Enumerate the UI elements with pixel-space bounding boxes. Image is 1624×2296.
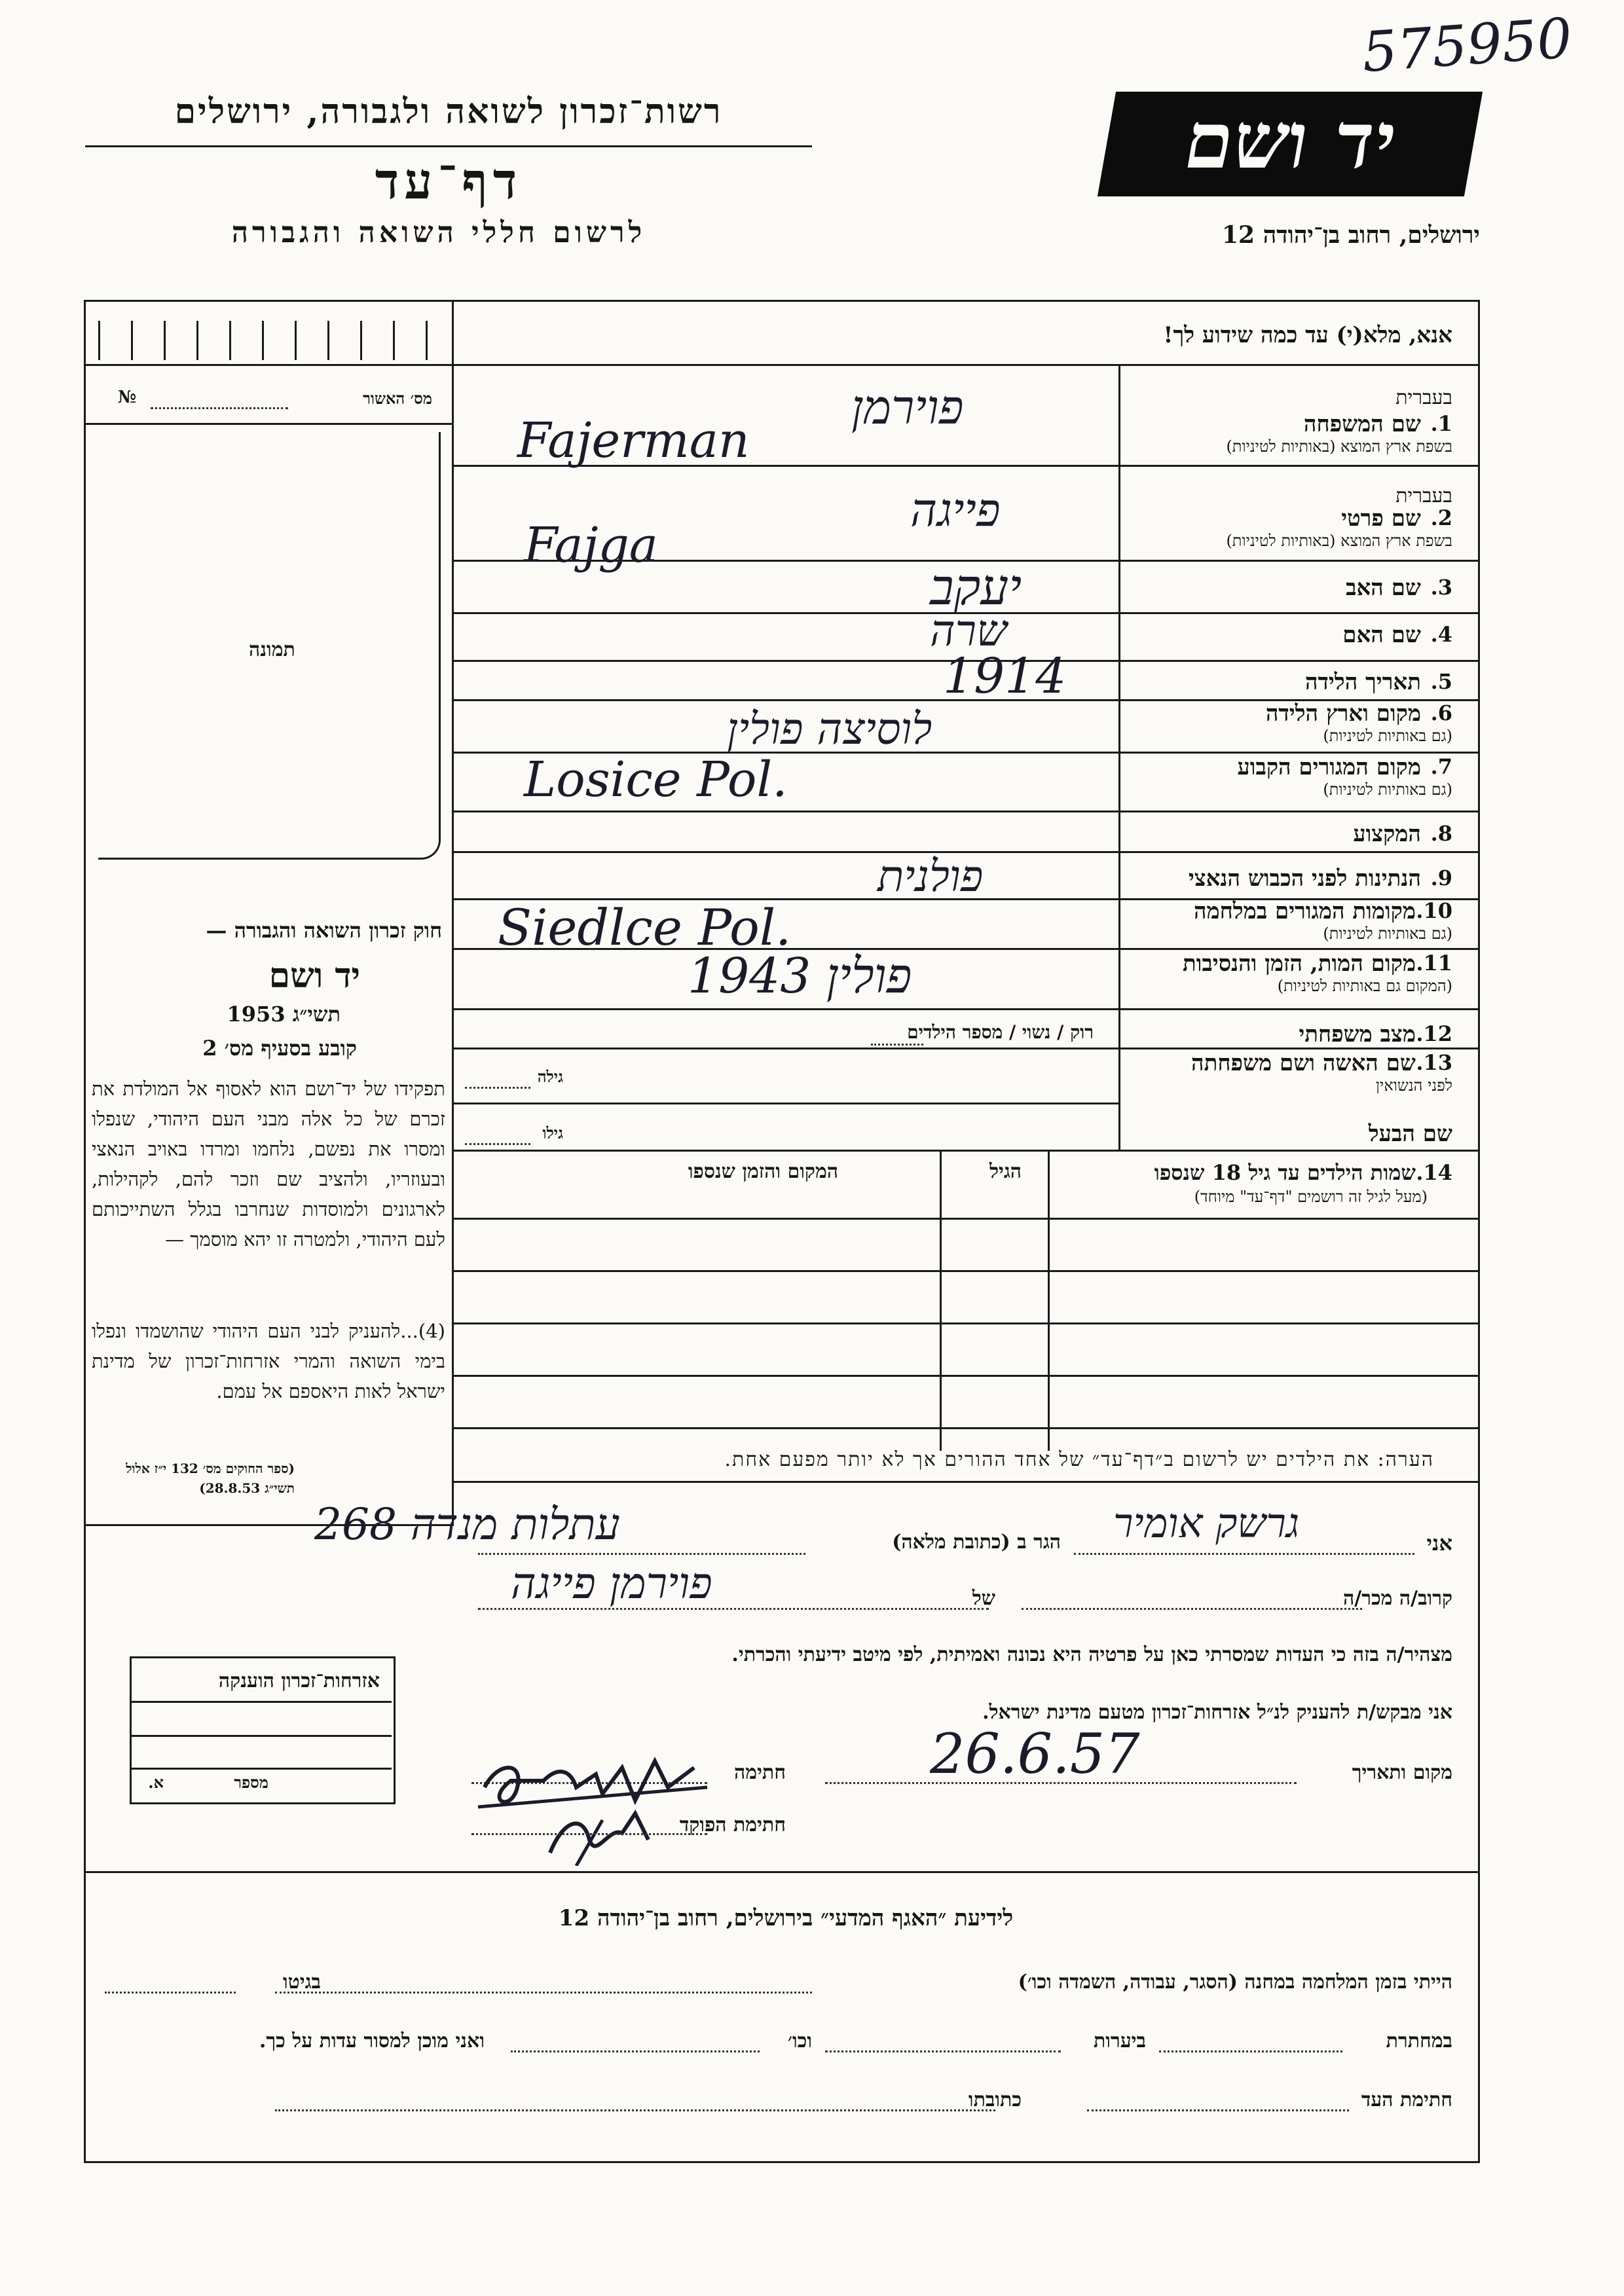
footer-line1-b: בגיטו	[282, 1971, 321, 1994]
logo-address: ירושלים, רחוב בן־יהודה 12	[1221, 221, 1480, 249]
husband-label: שם הבעל	[1368, 1121, 1452, 1147]
field-6-note: (גם באותיות לטיניות)	[1323, 727, 1452, 745]
field-1-label: שם המשפחה	[1303, 411, 1421, 437]
law-citation: (ספר החוקים מס׳ 132 י״ז אלול תשי״ג 28.8.53)	[126, 1461, 295, 1496]
children-rule-3	[454, 1322, 1479, 1324]
wife-age-label: גילה	[537, 1067, 563, 1086]
field-11-num: 11.	[1416, 951, 1452, 975]
remark: הערה: את הילדים יש לרשום ב״דף־עד״ של אחד ההורים אך לא יותר מפעם אחת.	[724, 1448, 1434, 1471]
cert-label: מס׳ האשור	[363, 389, 432, 408]
citizenship-title: אזרחות־זכרון הוענקה	[218, 1669, 380, 1692]
field-10-note: (גם באותיות לטיניות)	[1323, 924, 1452, 943]
field-6-label: מקום וארץ הלידה	[1265, 701, 1421, 727]
citizenship-number-label: מספר	[234, 1773, 268, 1792]
field-1-note: בשפת ארץ המוצא (באותיות לטיניות)	[1226, 437, 1452, 456]
decl-statement: מצהיר/ה בזה כי העדות שמסרתי כאן על פרטיה היא נכונה ואמיתית, לפי מיטב ידיעתי והכרתי.	[731, 1643, 1452, 1666]
footer-title: לידיעת ״האגף המדעי״ בירושלים, רחוב בן־יהודה 12	[558, 1905, 1014, 1931]
field-14-label: שמות הילדים עד גיל 18 שנספו	[1154, 1160, 1416, 1185]
photo-box	[98, 432, 441, 860]
value-first-he: פייגה	[910, 483, 1001, 537]
wife-age-dots	[465, 1087, 530, 1089]
cert-number-symbol: №	[118, 388, 137, 407]
field-10-label: מקומות המגורים במלחמה	[1193, 898, 1416, 924]
value-father: יעקב	[930, 558, 1022, 616]
decl-place-date-label: מקום ותאריך	[1352, 1761, 1452, 1784]
value-birthplace: לוסיצה פולין	[727, 704, 932, 754]
cert-ticks	[98, 321, 432, 360]
decl-signature-label: חתימה	[734, 1761, 786, 1784]
field-9-num: 9.	[1430, 866, 1452, 890]
footer-line2-d: ואני מוכן למסור עדות על כך.	[259, 2030, 485, 2052]
form-intro: אנא, מלא(י) עד כמה שידוע לך!	[1163, 322, 1452, 348]
decl-ani-dots	[1074, 1553, 1414, 1555]
value-death: 1943 פולין	[688, 948, 912, 1004]
footer-line1-dots-2	[105, 1992, 236, 1994]
left-column-divider	[452, 300, 454, 1524]
field-13-note: לפני הנשואין	[1375, 1076, 1452, 1095]
decl-address-dots	[478, 1553, 805, 1555]
cert-rule-bottom	[84, 423, 454, 425]
row-11-rule	[454, 1008, 1479, 1010]
header-rule	[85, 145, 812, 147]
field-7-note: (גם באותיות לטיניות)	[1323, 780, 1452, 799]
footer-line3-b: כתובתו	[968, 2088, 1022, 2111]
decl-date-value: 26.6.57	[930, 1722, 1140, 1786]
footer-line1-dots	[275, 1992, 812, 1994]
citizenship-rule-1	[130, 1701, 392, 1703]
field-6-num: 6.	[1430, 701, 1452, 725]
field-7-label: מקום המגורים הקבוע	[1237, 754, 1421, 780]
children-col-place: המקום והזמן שנספו	[688, 1160, 838, 1183]
field-14-num: 14.	[1416, 1160, 1452, 1185]
field-9-label: הנתינות לפני הכבוש הנאצי	[1188, 866, 1421, 892]
decl-residing: הגר ב (כתובת מלאה)	[892, 1531, 1061, 1554]
field-12-num: 12.	[1416, 1021, 1452, 1046]
photo-label: תמונה	[249, 638, 295, 661]
law-body-2: (4)...להעניק לבני העם היהודי שהושמדו ונפלו בימי השואה והמרי אזרחות־זכרון של מדינת ישראל לאות היאספם אל עמם.	[92, 1320, 445, 1402]
law-clause: קובע בסעיף מס׳ 2	[202, 1036, 357, 1061]
value-first-latin: Fajga	[524, 517, 658, 574]
field-2-num: 2.	[1430, 505, 1452, 530]
row-12-rule	[454, 1048, 1479, 1049]
decl-request: אני מבקש/ת להעניק לנ״ל אזרחות־זכרון מטעם מדינת ישראל.	[982, 1701, 1452, 1724]
row-7-rule	[454, 811, 1479, 812]
form-subtitle: לרשום חללי השואה והגבורה	[231, 216, 646, 249]
footer-line2-dots-1	[1159, 2050, 1342, 2052]
decl-relative: קרוב/ה מכר/ה	[1343, 1587, 1452, 1610]
field-4-label: שם האם	[1342, 622, 1421, 648]
children-rule-4	[454, 1375, 1479, 1377]
row-13-rule	[454, 1102, 1118, 1104]
value-family-latin: Fajerman	[517, 412, 750, 469]
value-birthdate: 1914	[943, 648, 1067, 704]
cert-rule-top	[84, 364, 454, 366]
authority-title: רשות־זכרון לשואה ולגבורה, ירושלים	[174, 92, 723, 132]
field-12-note: רוק / נשוי / מספר הילדים	[907, 1021, 1094, 1043]
value-nationality: פולנית	[877, 851, 984, 902]
footer-line3-dots-1	[1087, 2109, 1349, 2111]
citizenship-number-suffix: א.	[148, 1773, 164, 1792]
decl-relative-dots-1	[1022, 1608, 1362, 1610]
footer-separator	[84, 1871, 1479, 1873]
field-11-note: (המקום גם באותיות לטיניות)	[1277, 977, 1452, 995]
footer-line3-a: חתימת העד	[1361, 2088, 1452, 2111]
husband-age-dots	[465, 1143, 530, 1145]
law-year: תשי״ג 1953	[227, 1002, 341, 1027]
value-mother: שרה	[930, 606, 1007, 656]
footer-line2-b: ביערות	[1093, 2030, 1146, 2052]
row-husband-rule	[454, 1150, 1479, 1152]
field-1-num: 1.	[1430, 411, 1452, 436]
value-residence: Losice Pol.	[524, 752, 788, 808]
form-title: דף־עד	[375, 152, 523, 210]
children-divider-1	[1048, 1150, 1050, 1451]
footer-line2-c: וכו׳	[788, 2030, 812, 2052]
children-col-age: הגיל	[989, 1160, 1022, 1183]
decl-address-value: 268 עתלות מנדה	[314, 1499, 620, 1550]
field-5-label: תאריך הלידה	[1304, 669, 1421, 695]
decl-relative-value: פוירמן פייגה	[511, 1558, 712, 1609]
label-column-divider	[1118, 364, 1120, 1150]
signature-scribble	[471, 1741, 720, 1866]
children-rule-2	[454, 1270, 1479, 1272]
field-2-label: שם פרטי	[1341, 505, 1421, 532]
field-13-num: 13.	[1416, 1050, 1452, 1075]
field-13-label: שם האשה ושם משפחתה	[1191, 1050, 1416, 1076]
cert-number-dots	[151, 407, 288, 409]
archive-number: 575950	[1359, 5, 1574, 85]
field-12-dots	[871, 1044, 923, 1046]
logo-text: יד ושם	[1185, 95, 1395, 186]
law-body: תפקידו של יד־ושם הוא לאסוף אל המולדת את זכרם של כל אלה מבני העם היהודי, שנפלו ומסרו את נפשם, נלחמו ומרדו באויב הנאצי ובעוזריו, ולהציב שם וזכר להם, לקהילות, לארגונים ולמוסדות שנחרבו בגלל השתייכותם לעם היהודי, ולמטרה זו יהא מוסמך —	[92, 1078, 445, 1250]
field-5-num: 5.	[1430, 669, 1452, 694]
decl-ani: אני	[1426, 1531, 1452, 1556]
field-4-num: 4.	[1430, 622, 1452, 647]
field-3-label: שם האב	[1346, 575, 1421, 601]
remark-rule	[454, 1481, 1479, 1483]
footer-line2-dots-3	[511, 2050, 760, 2052]
field-8-label: המקצוע	[1353, 821, 1421, 847]
citizenship-rule-2	[130, 1735, 392, 1737]
field-8-num: 8.	[1430, 821, 1452, 846]
footer-line3-dots-2	[275, 2109, 995, 2111]
value-family-he: פוירמן	[851, 380, 964, 435]
children-rule-5	[454, 1427, 1479, 1429]
signature-image	[471, 1741, 720, 1866]
field-2-note: בשפת ארץ המוצא (באותיות לטיניות)	[1226, 532, 1452, 550]
citizenship-rule-3	[130, 1768, 392, 1770]
field-14-note: (מעל לגיל זה רושמים "דף־עד" מיוחד)	[1194, 1188, 1428, 1206]
field-3-num: 3.	[1430, 575, 1452, 600]
husband-age-label: גילו	[542, 1123, 563, 1142]
footer-line1-a: הייתי בזמן המלחמה במחנה (הסגר, עבודה, השמדה וכו׳)	[1018, 1971, 1452, 1994]
footer-line2-dots-2	[825, 2050, 1061, 2052]
law-title: חוק זכרון השואה והגבורה —	[206, 918, 442, 943]
decl-officer-label: חתימת הפוקד	[679, 1813, 786, 1836]
decl-officer-dots	[471, 1833, 707, 1835]
footer-line2-a: במחתרת	[1386, 2030, 1452, 2052]
in-hebrew-2: בעברית	[1395, 484, 1452, 507]
law-name: יד ושם	[268, 956, 360, 996]
children-divider-2	[940, 1150, 942, 1451]
field-10-num: 10.	[1416, 898, 1452, 923]
decl-shel: של	[972, 1587, 995, 1610]
decl-ani-value: גרשק אומיר	[1113, 1499, 1300, 1547]
value-wartime-residence: Siedlce Pol.	[498, 898, 792, 957]
field-11-label: מקום המות, הזמן והנסיבות	[1182, 951, 1416, 977]
field-7-num: 7.	[1430, 754, 1452, 779]
in-hebrew-1: בעברית	[1395, 386, 1452, 409]
field-12-label: מצב משפחתי	[1299, 1021, 1416, 1048]
children-rule-1	[454, 1218, 1479, 1220]
